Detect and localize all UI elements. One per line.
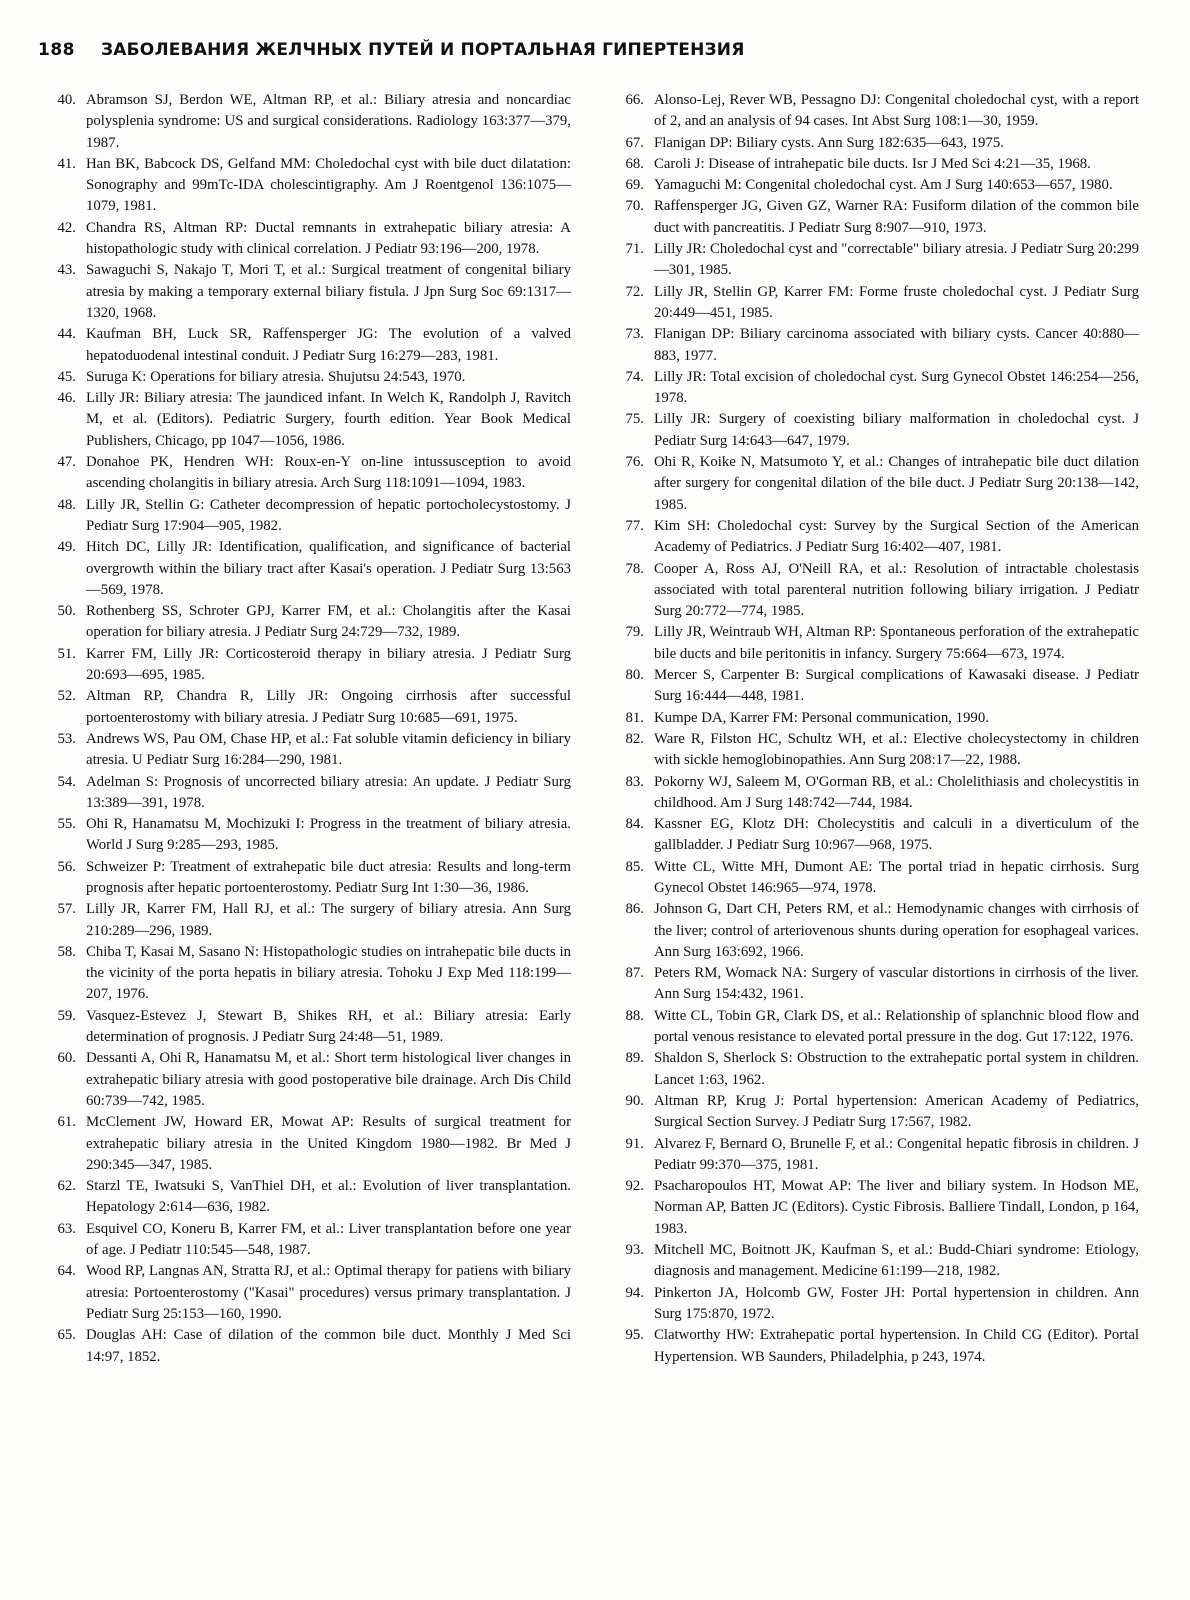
reference-text: Chandra RS, Altman RP: Ductal remnants in extrahepatic biliary atresia: A histopathologic study with clinical correlation. J Pediatr 93:196—200, 1978. bbox=[86, 219, 571, 258]
reference-text: McClement JW, Howard ER, Mowat AP: Results of surgical treatment for extrahepatic biliary atresia in the United Kingdom 1980—1982. Br Med J 290:345—347, 1985. bbox=[86, 1114, 571, 1173]
reference-item bbox=[38, 495, 571, 538]
reference-number: 57. bbox=[57, 901, 76, 918]
reference-text: Starzl TE, Iwatsuki S, VanThiel DH, et al.: Evolution of liver transplantation. Hepatology 2:614—636, 1982. bbox=[86, 1178, 571, 1216]
reference-item bbox=[38, 1325, 571, 1368]
reference-number: 67. bbox=[625, 134, 644, 151]
reference-text: Adelman S: Prognosis of uncorrected biliary atresia: An update. J Pediatr Surg 13:389—391, 1978. bbox=[86, 773, 571, 811]
reference-text: Ohi R, Koike N, Matsumoto Y, et al.: Changes of intrahepatic bile duct dilation after surgery for congenital dilation of the bile duct. J Pediatr Surg 20:138—142, 1985. bbox=[654, 454, 1139, 513]
reference-text: Chiba T, Kasai M, Sasano N: Histopathologic studies on intrahepatic bile ducts in the vicinity of the porta hepatis in biliary atresia. Tohoku J Exp Med 118:199—207, 1976. bbox=[86, 943, 571, 1003]
reference-number: 61. bbox=[57, 1114, 76, 1131]
reference-text: Pinkerton JA, Holcomb GW, Foster JH: Portal hypertension in children. Ann Surg 175:870, 1972. bbox=[654, 1284, 1139, 1322]
reference-item bbox=[606, 1240, 1139, 1283]
reference-number: 79. bbox=[625, 624, 644, 641]
reference-number: 74. bbox=[625, 368, 644, 385]
reference-number: 83. bbox=[625, 773, 644, 790]
page-header bbox=[38, 40, 745, 68]
reference-text: Clatworthy HW: Extrahepatic portal hypertension. In Child CG (Editor). Portal Hypertension. WB Saunders, Philadelphia, p 243, 1974. bbox=[654, 1327, 1139, 1365]
reference-number: 82. bbox=[625, 730, 644, 747]
reference-number: 50. bbox=[57, 603, 76, 620]
reference-text: Sawaguchi S, Nakajo T, Mori T, et al.: Surgical treatment of congenital biliary atresia by making a temporary external biliary fistula. J Jpn Surg Soc 69:1317—1320, 1968. bbox=[86, 262, 571, 321]
reference-item bbox=[606, 729, 1139, 772]
reference-text: Douglas AH: Case of dilation of the common bile duct. Monthly J Med Sci 14:97, 1852. bbox=[86, 1327, 571, 1365]
reference-number: 48. bbox=[57, 496, 76, 513]
reference-number: 77. bbox=[625, 517, 644, 534]
reference-text: Ware R, Filston HC, Schultz WH, et al.: Elective cholecystectomy in children with sickle hemoglobinopathies. Ann Surg 208:17—22, 1988. bbox=[654, 730, 1139, 769]
reference-item bbox=[606, 133, 1139, 154]
reference-text: Karrer FM, Lilly JR: Corticosteroid therapy in biliary atresia. J Pediatr Surg 20:693—695, 1985. bbox=[86, 645, 571, 684]
reference-number: 66. bbox=[625, 92, 644, 108]
reference-item bbox=[606, 282, 1139, 325]
reference-item bbox=[606, 814, 1139, 857]
reference-text: Donahoe PK, Hendren WH: Roux-en-Y on-line intussusception to avoid ascending cholangitis in biliary atresia. Arch Surg 118:1091—1094, 1983. bbox=[86, 454, 571, 492]
reference-text: Lilly JR: Total excision of choledochal cyst. Surg Gynecol Obstet 146:254—256, 1978. bbox=[654, 368, 1139, 407]
reference-item bbox=[38, 814, 571, 857]
reference-item bbox=[38, 1261, 571, 1325]
reference-item bbox=[606, 622, 1139, 665]
reference-number: 65. bbox=[57, 1327, 76, 1344]
reference-number: 49. bbox=[57, 539, 76, 556]
reference-item bbox=[606, 1006, 1139, 1049]
reference-number: 90. bbox=[625, 1092, 644, 1109]
reference-item bbox=[38, 1219, 571, 1262]
reference-number: 91. bbox=[625, 1135, 644, 1152]
reference-text: Shaldon S, Sherlock S: Obstruction to the extrahepatic portal system in children. Lancet 1:63, 1962. bbox=[654, 1050, 1139, 1088]
reference-text: Cooper A, Ross AJ, O'Neill RA, et al.: Resolution of intractable cholestasis associated with total parenteral nutrition following biliary irrigation. J Pediatr Surg 20:772—774, 1985. bbox=[654, 560, 1139, 620]
reference-number: 52. bbox=[57, 688, 76, 705]
reference-text: Lilly JR, Karrer FM, Hall RJ, et al.: The surgery of biliary atresia. Ann Surg 210:289—296, 1989. bbox=[86, 901, 571, 939]
reference-number: 59. bbox=[57, 1007, 76, 1024]
reference-item bbox=[38, 686, 571, 729]
reference-number: 42. bbox=[57, 219, 76, 236]
reference-text: Kumpe DA, Karrer FM: Personal communication, 1990. bbox=[654, 709, 989, 726]
reference-number: 60. bbox=[57, 1050, 76, 1067]
reference-text: Suruga K: Operations for biliary atresia. Shujutsu 24:543, 1970. bbox=[86, 368, 466, 385]
reference-text: Wood RP, Langnas AN, Stratta RJ, et al.: Optimal therapy for patiens with biliary atresia: Portoenterostomy ("Kasai" procedures) versus primary transplantation. J Pediatr Surg 25:153—160, 1990. bbox=[86, 1263, 571, 1322]
reference-number: 75. bbox=[625, 411, 644, 428]
reference-item bbox=[606, 1134, 1139, 1177]
reference-number: 54. bbox=[57, 773, 76, 790]
reference-text: Rothenberg SS, Schroter GPJ, Karrer FM, et al.: Cholangitis after the Kasai operation for biliary atresia. J Pediatr Surg 24:729—732, 1989. bbox=[86, 603, 571, 641]
reference-item bbox=[606, 1176, 1139, 1240]
reference-number: 46. bbox=[57, 390, 76, 407]
reference-text: Mercer S, Carpenter B: Surgical complications of Kawasaki disease. J Pediatr Surg 16:444—448, 1981. bbox=[654, 667, 1139, 705]
reference-number: 64. bbox=[57, 1263, 76, 1280]
reference-item bbox=[38, 1006, 571, 1049]
reference-number: 62. bbox=[57, 1178, 76, 1195]
reference-text: Peters RM, Womack NA: Surgery of vascular distortions in cirrhosis of the liver. Ann Surg 154:432, 1961. bbox=[654, 965, 1139, 1003]
reference-item bbox=[606, 409, 1139, 452]
reference-text: Yamaguchi M: Congenital choledochal cyst. Am J Surg 140:653—657, 1980. bbox=[654, 177, 1113, 194]
reference-item bbox=[606, 899, 1139, 963]
reference-item bbox=[606, 324, 1139, 367]
reference-item bbox=[38, 324, 571, 367]
reference-text: Kaufman BH, Luck SR, Raffensperger JG: The evolution of a valved hepatoduodenal intestinal conduit. J Pediatr Surg 16:279—283, 1981. bbox=[86, 326, 571, 364]
reference-item bbox=[38, 729, 571, 772]
reference-number: 85. bbox=[625, 858, 644, 875]
reference-item bbox=[38, 899, 571, 942]
reference-text: Lilly JR, Weintraub WH, Altman RP: Spontaneous perforation of the extrahepatic bile ducts and bile peritonitis in infancy. Surgery 75:664—673, 1974. bbox=[654, 624, 1139, 662]
reference-item bbox=[606, 772, 1139, 815]
references-column-left bbox=[38, 90, 571, 1368]
reference-text: Caroli J: Disease of intrahepatic bile ducts. Isr J Med Sci 4:21—35, 1968. bbox=[654, 155, 1091, 172]
reference-text: Flanigan DP: Biliary cysts. Ann Surg 182:635—643, 1975. bbox=[654, 134, 1004, 151]
reference-item bbox=[606, 452, 1139, 516]
reference-item bbox=[38, 537, 571, 601]
reference-text: Witte CL, Witte MH, Dumont AE: The portal triad in hepatic cirrhosis. Surg Gynecol Obstet 146:965—974, 1978. bbox=[654, 858, 1139, 896]
reference-text: Hitch DC, Lilly JR: Identification, qualification, and significance of bacterial overgrowth within the biliary tract after Kasai's operation. J Pediatr Surg 13:563—569, 1978. bbox=[86, 539, 571, 598]
reference-text: Lilly JR, Stellin G: Catheter decompression of hepatic portocholecystostomy. J Pediatr Surg 17:904—905, 1982. bbox=[86, 496, 571, 534]
reference-number: 45. bbox=[57, 368, 76, 385]
reference-item bbox=[38, 154, 571, 218]
reference-text: Lilly JR, Stellin GP, Karrer FM: Forme fruste choledochal cyst. J Pediatr Surg 20:449—451, 1985. bbox=[654, 283, 1139, 321]
reference-item bbox=[606, 963, 1139, 1006]
reference-item bbox=[38, 1112, 571, 1176]
reference-text: Mitchell MC, Boitnott JK, Kaufman S, et al.: Budd-Chiari syndrome: Etiology, diagnosis and management. Medicine 61:199—218, 1982. bbox=[654, 1242, 1139, 1280]
reference-number: 78. bbox=[625, 560, 644, 577]
reference-number: 68. bbox=[625, 155, 644, 172]
reference-text: Lilly JR: Surgery of coexisting biliary malformation in choledochal cyst. J Pediatr Surg 14:643—647, 1979. bbox=[654, 411, 1139, 449]
reference-text: Ohi R, Hanamatsu M, Mochizuki I: Progress in the treatment of biliary atresia. World J Surg 9:285—293, 1985. bbox=[86, 816, 571, 854]
reference-item bbox=[38, 1176, 571, 1219]
reference-text: Alonso-Lej, Rever WB, Pessagno DJ: Congenital choledochal cyst, with a report of 2, and an analysis of 94 cases. Int Abst Surg 108:1—30, 1959. bbox=[654, 92, 1139, 130]
reference-text: Pokorny WJ, Saleem M, O'Gorman RB, et al.: Cholelithiasis and cholecystitis in childhood. Am J Surg 148:742—744, 1984. bbox=[654, 773, 1139, 811]
reference-item bbox=[38, 452, 571, 495]
reference-item bbox=[606, 1325, 1139, 1368]
reference-number: 41. bbox=[57, 155, 76, 172]
reference-number: 44. bbox=[57, 326, 76, 343]
page-number: 188 bbox=[38, 40, 75, 60]
reference-number: 56. bbox=[57, 858, 76, 875]
reference-number: 73. bbox=[625, 326, 644, 343]
reference-number: 70. bbox=[625, 198, 644, 215]
running-title: ЗАБОЛЕВАНИЯ ЖЕЛЧНЫХ ПУТЕЙ И ПОРТАЛЬНАЯ ГИПЕРТЕНЗИЯ bbox=[101, 40, 745, 60]
reference-item bbox=[606, 1048, 1139, 1091]
reference-item bbox=[606, 559, 1139, 623]
reference-number: 72. bbox=[625, 283, 644, 300]
reference-text: Vasquez-Estevez J, Stewart B, Shikes RH, et al.: Biliary atresia: Early determination of prognosis. J Pediatr Surg 24:48—51, 1989. bbox=[86, 1007, 571, 1046]
reference-text: Raffensperger JG, Given GZ, Warner RA: Fusiform dilation of the common bile duct with pancreatitis. J Pediatr Surg 8:907—910, 1973. bbox=[654, 198, 1139, 236]
reference-text: Kassner EG, Klotz DH: Cholecystitis and calculi in a diverticulum of the gallbladder. J Pediatr Surg 10:967—968, 1975. bbox=[654, 816, 1139, 854]
reference-text: Andrews WS, Pau OM, Chase HP, et al.: Fat soluble vitamin deficiency in biliary atresia. U Pediatr Surg 16:284—290, 1981. bbox=[86, 730, 571, 769]
reference-number: 89. bbox=[625, 1050, 644, 1067]
reference-text: Dessanti A, Ohi R, Hanamatsu M, et al.: Short term histological liver changes in extrahepatic biliary atresia with good postoperative bile drainage. Arch Dis Child 60:739—742, 1985. bbox=[86, 1050, 571, 1109]
reference-text: Witte CL, Tobin GR, Clark DS, et al.: Relationship of splanchnic blood flow and portal venous resistance to elevated portal pressure in the dog. Gut 17:122, 1976. bbox=[654, 1007, 1139, 1046]
reference-number: 94. bbox=[625, 1284, 644, 1301]
reference-number: 69. bbox=[625, 177, 644, 194]
reference-item bbox=[606, 1283, 1139, 1326]
reference-number: 55. bbox=[57, 816, 76, 833]
reference-item bbox=[606, 516, 1139, 559]
reference-number: 53. bbox=[57, 730, 76, 747]
reference-item bbox=[606, 1091, 1139, 1134]
reference-item bbox=[606, 154, 1139, 175]
reference-text: Altman RP, Chandra R, Lilly JR: Ongoing cirrhosis after successful portoenterostomy with biliary atresia. J Pediatr Surg 10:685—691, 1975. bbox=[86, 688, 571, 726]
reference-text: Johnson G, Dart CH, Peters RM, et al.: Hemodynamic changes with cirrhosis of the liver; control of arteriovenous shunts during operation for esophageal varices. Ann Surg 163:692, 1966. bbox=[654, 901, 1139, 960]
reference-text: Lilly JR: Biliary atresia: The jaundiced infant. In Welch K, Randolph J, Ravitch M, et al. (Editors). Pediatric Surgery, fourth edition. Year Book Medical Publishers, Chicago, pp 1047—1056, 1986. bbox=[86, 390, 571, 449]
reference-item bbox=[606, 196, 1139, 239]
reference-text: Abramson SJ, Berdon WE, Altman RP, et al.: Biliary atresia and noncardiac polysplenia syndrome: US and surgical considerations. Radiology 163:377—379, 1987. bbox=[86, 92, 571, 151]
reference-number: 58. bbox=[57, 943, 76, 960]
reference-item bbox=[38, 772, 571, 815]
reference-item bbox=[606, 857, 1139, 900]
reference-number: 80. bbox=[625, 667, 644, 684]
reference-item bbox=[38, 644, 571, 687]
reference-item bbox=[38, 601, 571, 644]
reference-item bbox=[38, 218, 571, 261]
reference-number: 88. bbox=[625, 1007, 644, 1024]
reference-item bbox=[606, 665, 1139, 708]
reference-number: 95. bbox=[625, 1327, 644, 1344]
reference-number: 63. bbox=[57, 1220, 76, 1237]
references-column-right bbox=[606, 90, 1139, 1368]
reference-item bbox=[38, 260, 571, 324]
reference-number: 47. bbox=[57, 454, 76, 471]
reference-number: 92. bbox=[625, 1178, 644, 1195]
reference-text: Schweizer P: Treatment of extrahepatic bile duct atresia: Results and long-term prognosis after hepatic portoenterostomy. Pediatr Surg Int 1:30—36, 1986. bbox=[86, 858, 571, 896]
reference-item bbox=[606, 239, 1139, 282]
reference-item bbox=[38, 857, 571, 900]
reference-item bbox=[38, 367, 571, 388]
reference-text: Kim SH: Choledochal cyst: Survey by the Surgical Section of the American Academy of Pediatrics. J Pediatr Surg 16:402—407, 1981. bbox=[654, 517, 1139, 556]
reference-number: 51. bbox=[57, 645, 76, 662]
reference-item bbox=[606, 708, 1139, 729]
reference-number: 93. bbox=[625, 1242, 644, 1259]
reference-number: 81. bbox=[625, 709, 644, 726]
reference-text: Han BK, Babcock DS, Gelfand MM: Choledochal cyst with bile duct dilatation: Sonography and 99mTc-IDA cholescintigraphy. Am J Roentgenol 136:1075—1079, 1981. bbox=[86, 155, 571, 215]
reference-number: 87. bbox=[625, 965, 644, 982]
reference-item bbox=[38, 90, 571, 154]
reference-item bbox=[38, 942, 571, 1006]
reference-text: Esquivel CO, Koneru B, Karrer FM, et al.: Liver transplantation before one year of age. J Pediatr 110:545—548, 1987. bbox=[86, 1220, 571, 1259]
reference-item bbox=[38, 388, 571, 452]
reference-number: 86. bbox=[625, 901, 644, 918]
reference-item bbox=[606, 175, 1139, 196]
reference-number: 84. bbox=[625, 816, 644, 833]
reference-item bbox=[606, 367, 1139, 410]
reference-item bbox=[606, 90, 1139, 133]
reference-number: 43. bbox=[57, 262, 76, 279]
reference-item bbox=[38, 1048, 571, 1112]
reference-number: 76. bbox=[625, 454, 644, 471]
reference-text: Flanigan DP: Biliary carcinoma associated with biliary cysts. Cancer 40:880—883, 1977. bbox=[654, 326, 1139, 364]
reference-number: 40. bbox=[57, 92, 76, 108]
reference-text: Psacharopoulos HT, Mowat AP: The liver and biliary system. In Hodson ME, Norman AP, Batten JC (Editors). Cystic Fibrosis. Balliere Tindall, London, p 164, 1983. bbox=[654, 1178, 1139, 1237]
reference-number: 71. bbox=[625, 241, 644, 258]
reference-text: Altman RP, Krug J: Portal hypertension: American Academy of Pediatrics, Surgical Section Survey. J Pediatr Surg 17:567, 1982. bbox=[654, 1092, 1139, 1131]
reference-text: Alvarez F, Bernard O, Brunelle F, et al.: Congenital hepatic fibrosis in children. J Pediatr 99:370—375, 1981. bbox=[654, 1135, 1139, 1173]
reference-text: Lilly JR: Choledochal cyst and "correctable" biliary atresia. J Pediatr Surg 20:299—301, 1985. bbox=[654, 241, 1139, 279]
